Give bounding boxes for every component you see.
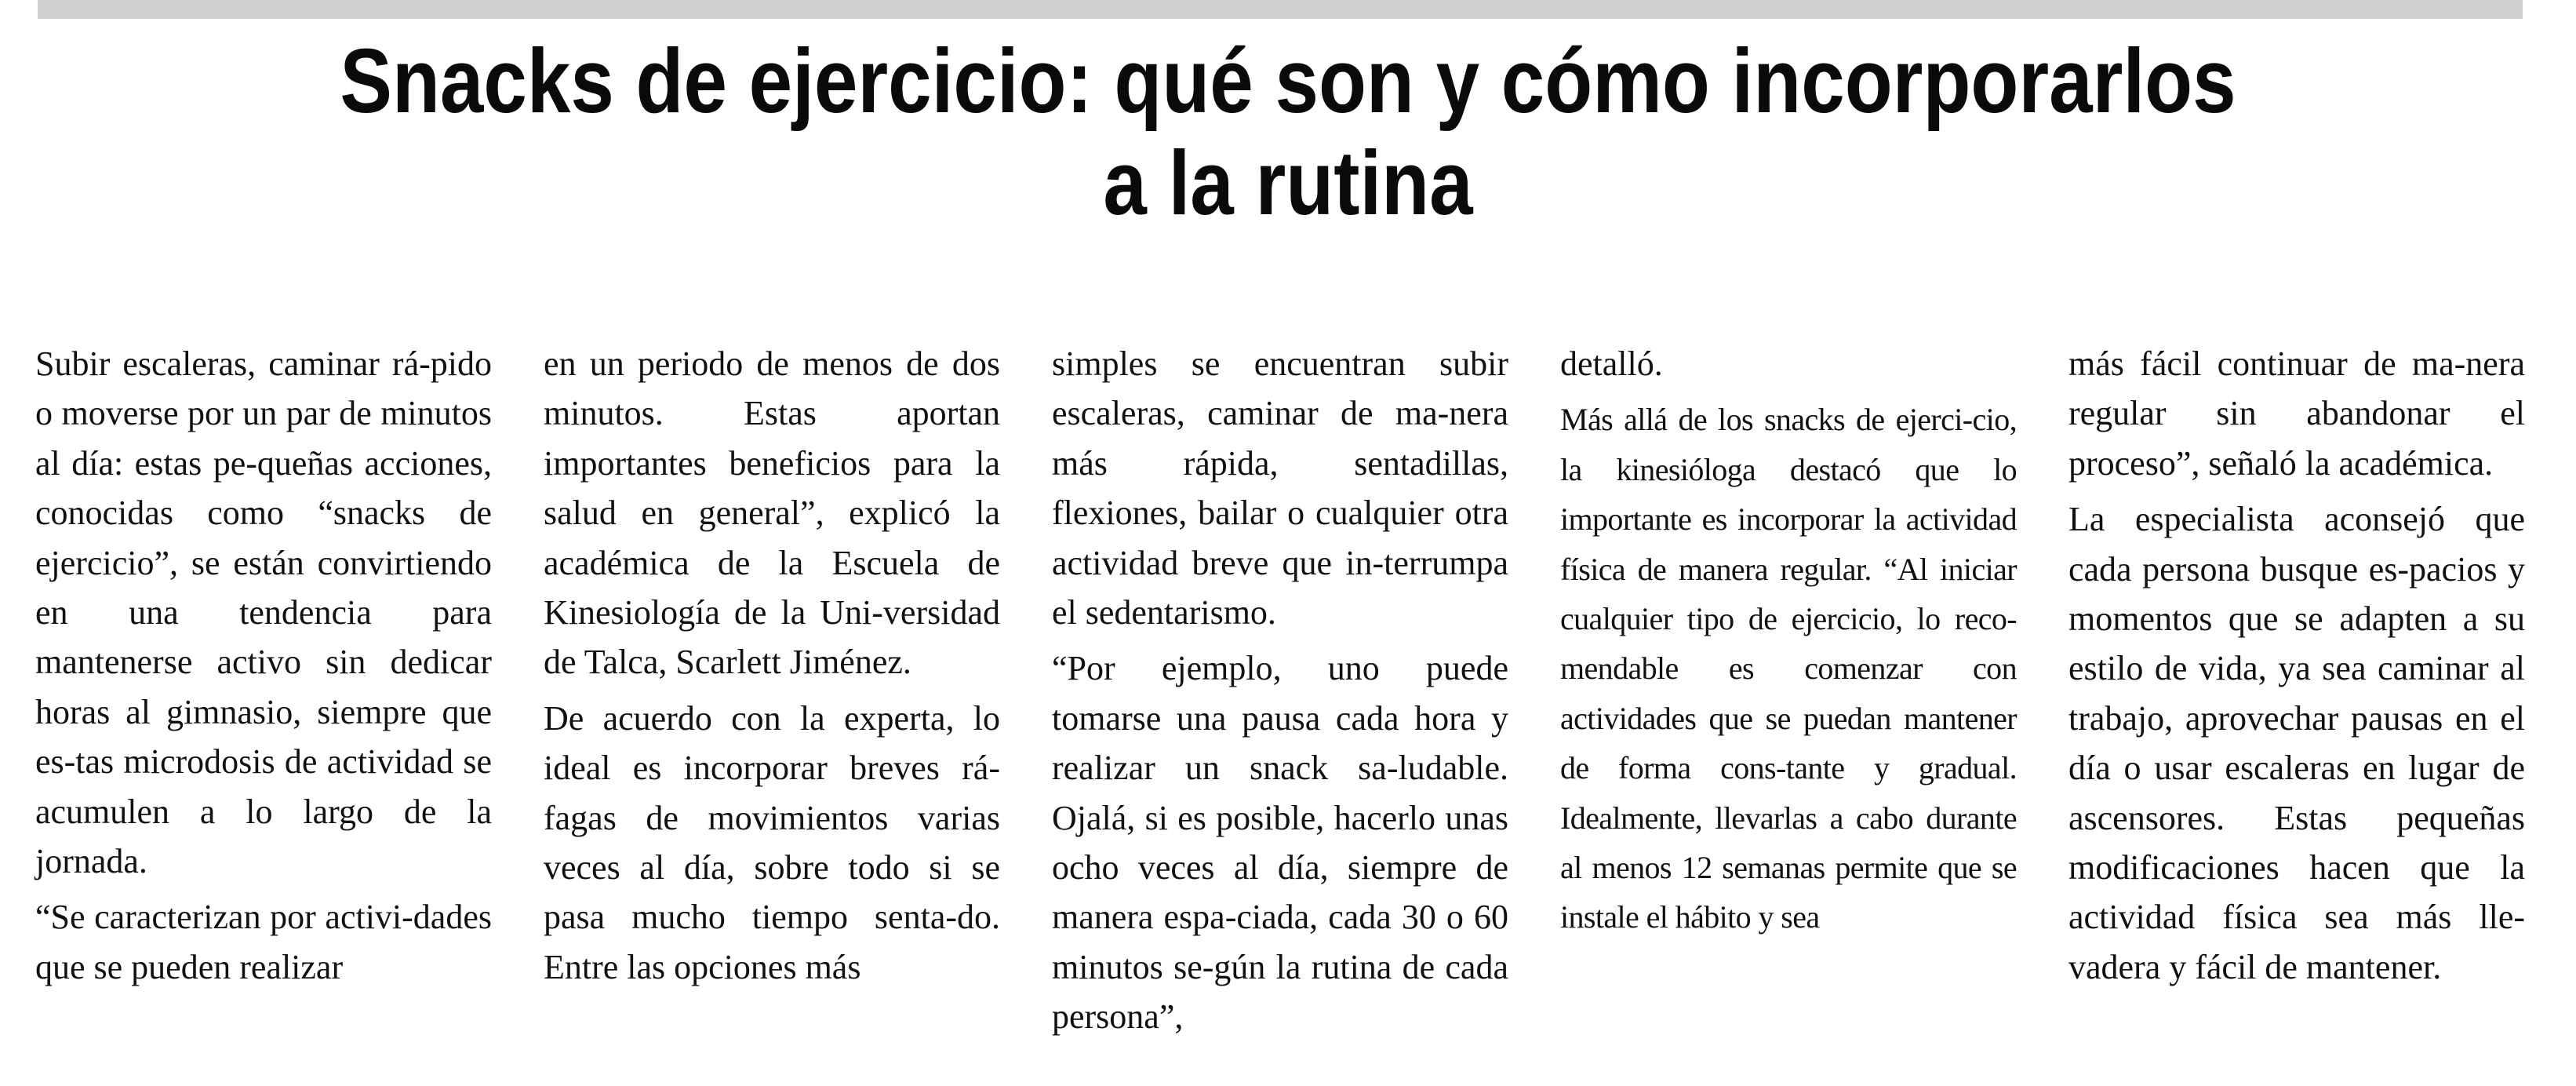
article-body: [35, 339, 2553, 1077]
paragraph: más fácil continuar de ma-nera regular sin abandonar el proceso”, señaló la académica.: [2068, 344, 2525, 483]
headline-line-2: a la rutina: [1103, 132, 1473, 234]
headline-line-1: Snacks de ejercicio: qué son y cómo incorporarlos: [340, 30, 2236, 132]
column-2: [544, 339, 1000, 992]
column-1: [35, 339, 492, 992]
paragraph: detalló.: [1560, 344, 1663, 383]
column-4: [1560, 339, 2017, 942]
paragraph: simples se encuentran subir escaleras, caminar de ma-nera más rápida, sentadillas, flexiones, bailar o cualquier otra actividad breve que in-terrumpa el sedentarismo.: [1052, 344, 1508, 632]
article-headline: [235, 30, 2342, 234]
paragraph: La especialista aconsejó que cada persona busque es-pacios y momentos que se adapten a su estilo de vida, ya sea caminar al trabajo, aprovechar pausas en el día o usar escaleras en lugar de ascensores. Estas pequeñas modificaciones hacen que la actividad física sea más lle-vadera y fácil de mantener.: [2068, 500, 2525, 986]
paragraph: Subir escaleras, caminar rá-pido o moverse por un par de minutos al día: estas pe-queñas acciones, conocidas como “snacks de ejercicio”, se están convirtiendo en una tendencia para mantenerse activo sin dedicar horas al gimnasio, siempre que es-tas microdosis de actividad se acumulen a lo largo de la jornada.: [35, 344, 492, 881]
paragraph: “Por ejemplo, uno puede tomarse una pausa cada hora y realizar un snack sa-ludable. Ojalá, si es posible, hacerlo unas ocho veces al día, siempre de manera espa-ciada, cada 30 o 60 minutos se-gún la rutina de cada persona”,: [1052, 649, 1508, 1037]
column-3: [1052, 339, 1508, 1042]
column-5: [2068, 339, 2525, 992]
paragraph: en un periodo de menos de dos minutos. Estas aportan importantes beneficios para la salud en general”, explicó la académica de la Escuela de Kinesiología de la Uni-versidad de Talca, Scarlett Jiménez.: [544, 344, 1000, 682]
top-rule: [38, 0, 2523, 19]
paragraph: De acuerdo con la experta, lo ideal es incorporar breves rá-fagas de movimientos varias veces al día, sobre todo si se pasa mucho tiempo senta-do. Entre las opciones más: [544, 698, 1000, 986]
paragraph: Más allá de los snacks de ejerci-cio, la kinesióloga destacó que lo importante es incorporar la actividad física de manera regular. “Al iniciar cualquier tipo de ejercicio, lo reco-mendable es comenzar con actividades que se puedan mantener de forma cons-tante y gradual. Idealmente, llevarlas a cabo durante al menos 12 semanas permite que se instale el hábito y sea: [1560, 402, 2017, 935]
paragraph: “Se caracterizan por activi-dades que se pueden realizar: [35, 898, 492, 986]
